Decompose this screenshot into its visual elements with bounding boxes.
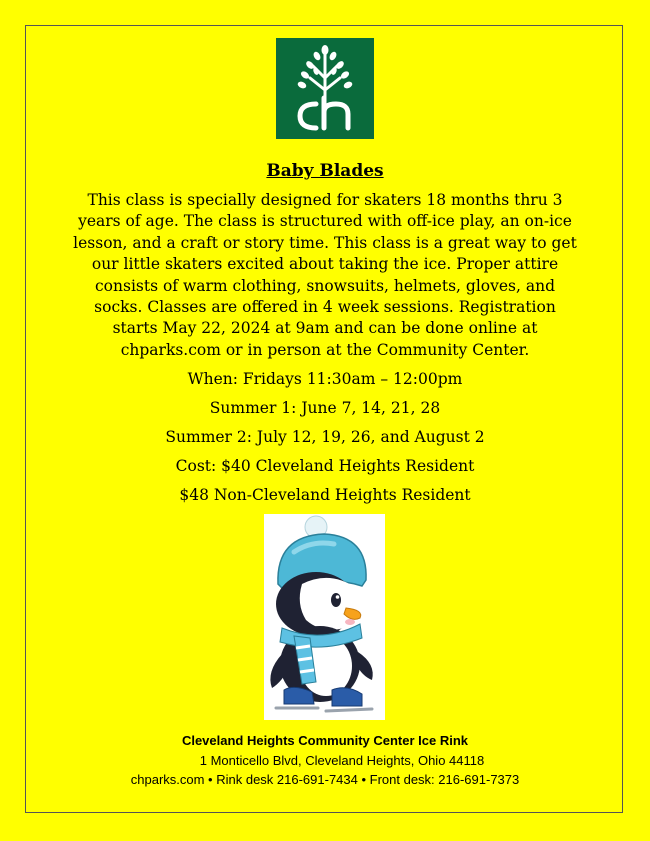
class-description: This class is specially designed for skaters 18 months thru 3 years of age. The class is structured with off-ice play, an on-ice lesson, and a craft or story time. This class is a great way to get our little skaters excited about taking the ice. Proper attire consists of warm clothing, snowsuits, helmets, gloves, and socks. Classes are offered in 4 week sessions. Registration starts May 22, 2024 at 9am and can be done online at chparks.com or in person at the Community Center. <box>73 191 577 359</box>
class-schedule: When: Fridays 11:30am – 12:00pm <box>187 370 463 388</box>
penguin-illustration <box>264 514 385 720</box>
venue-name: Cleveland Heights Community Center Ice Rink <box>181 733 469 748</box>
chparks-logo <box>276 38 374 139</box>
page-title: Baby Blades <box>266 161 384 181</box>
contact-info: chparks.com • Rink desk 216-691-7434 • Front desk: 216-691-7373 <box>130 772 520 787</box>
skating-penguin-icon <box>264 514 385 720</box>
chparks-tree-logo-icon <box>276 38 374 139</box>
summer-session-2: Summer 2: July 12, 19, 26, and August 2 <box>165 428 485 446</box>
venue-address: 1 Monticello Blvd, Cleveland Heights, Ohio 44118 <box>199 753 485 768</box>
cost-resident: Cost: $40 Cleveland Heights Resident <box>175 457 475 475</box>
cost-nonresident: $48 Non-Cleveland Heights Resident <box>179 486 471 504</box>
summer-session-1: Summer 1: June 7, 14, 21, 28 <box>209 399 441 417</box>
